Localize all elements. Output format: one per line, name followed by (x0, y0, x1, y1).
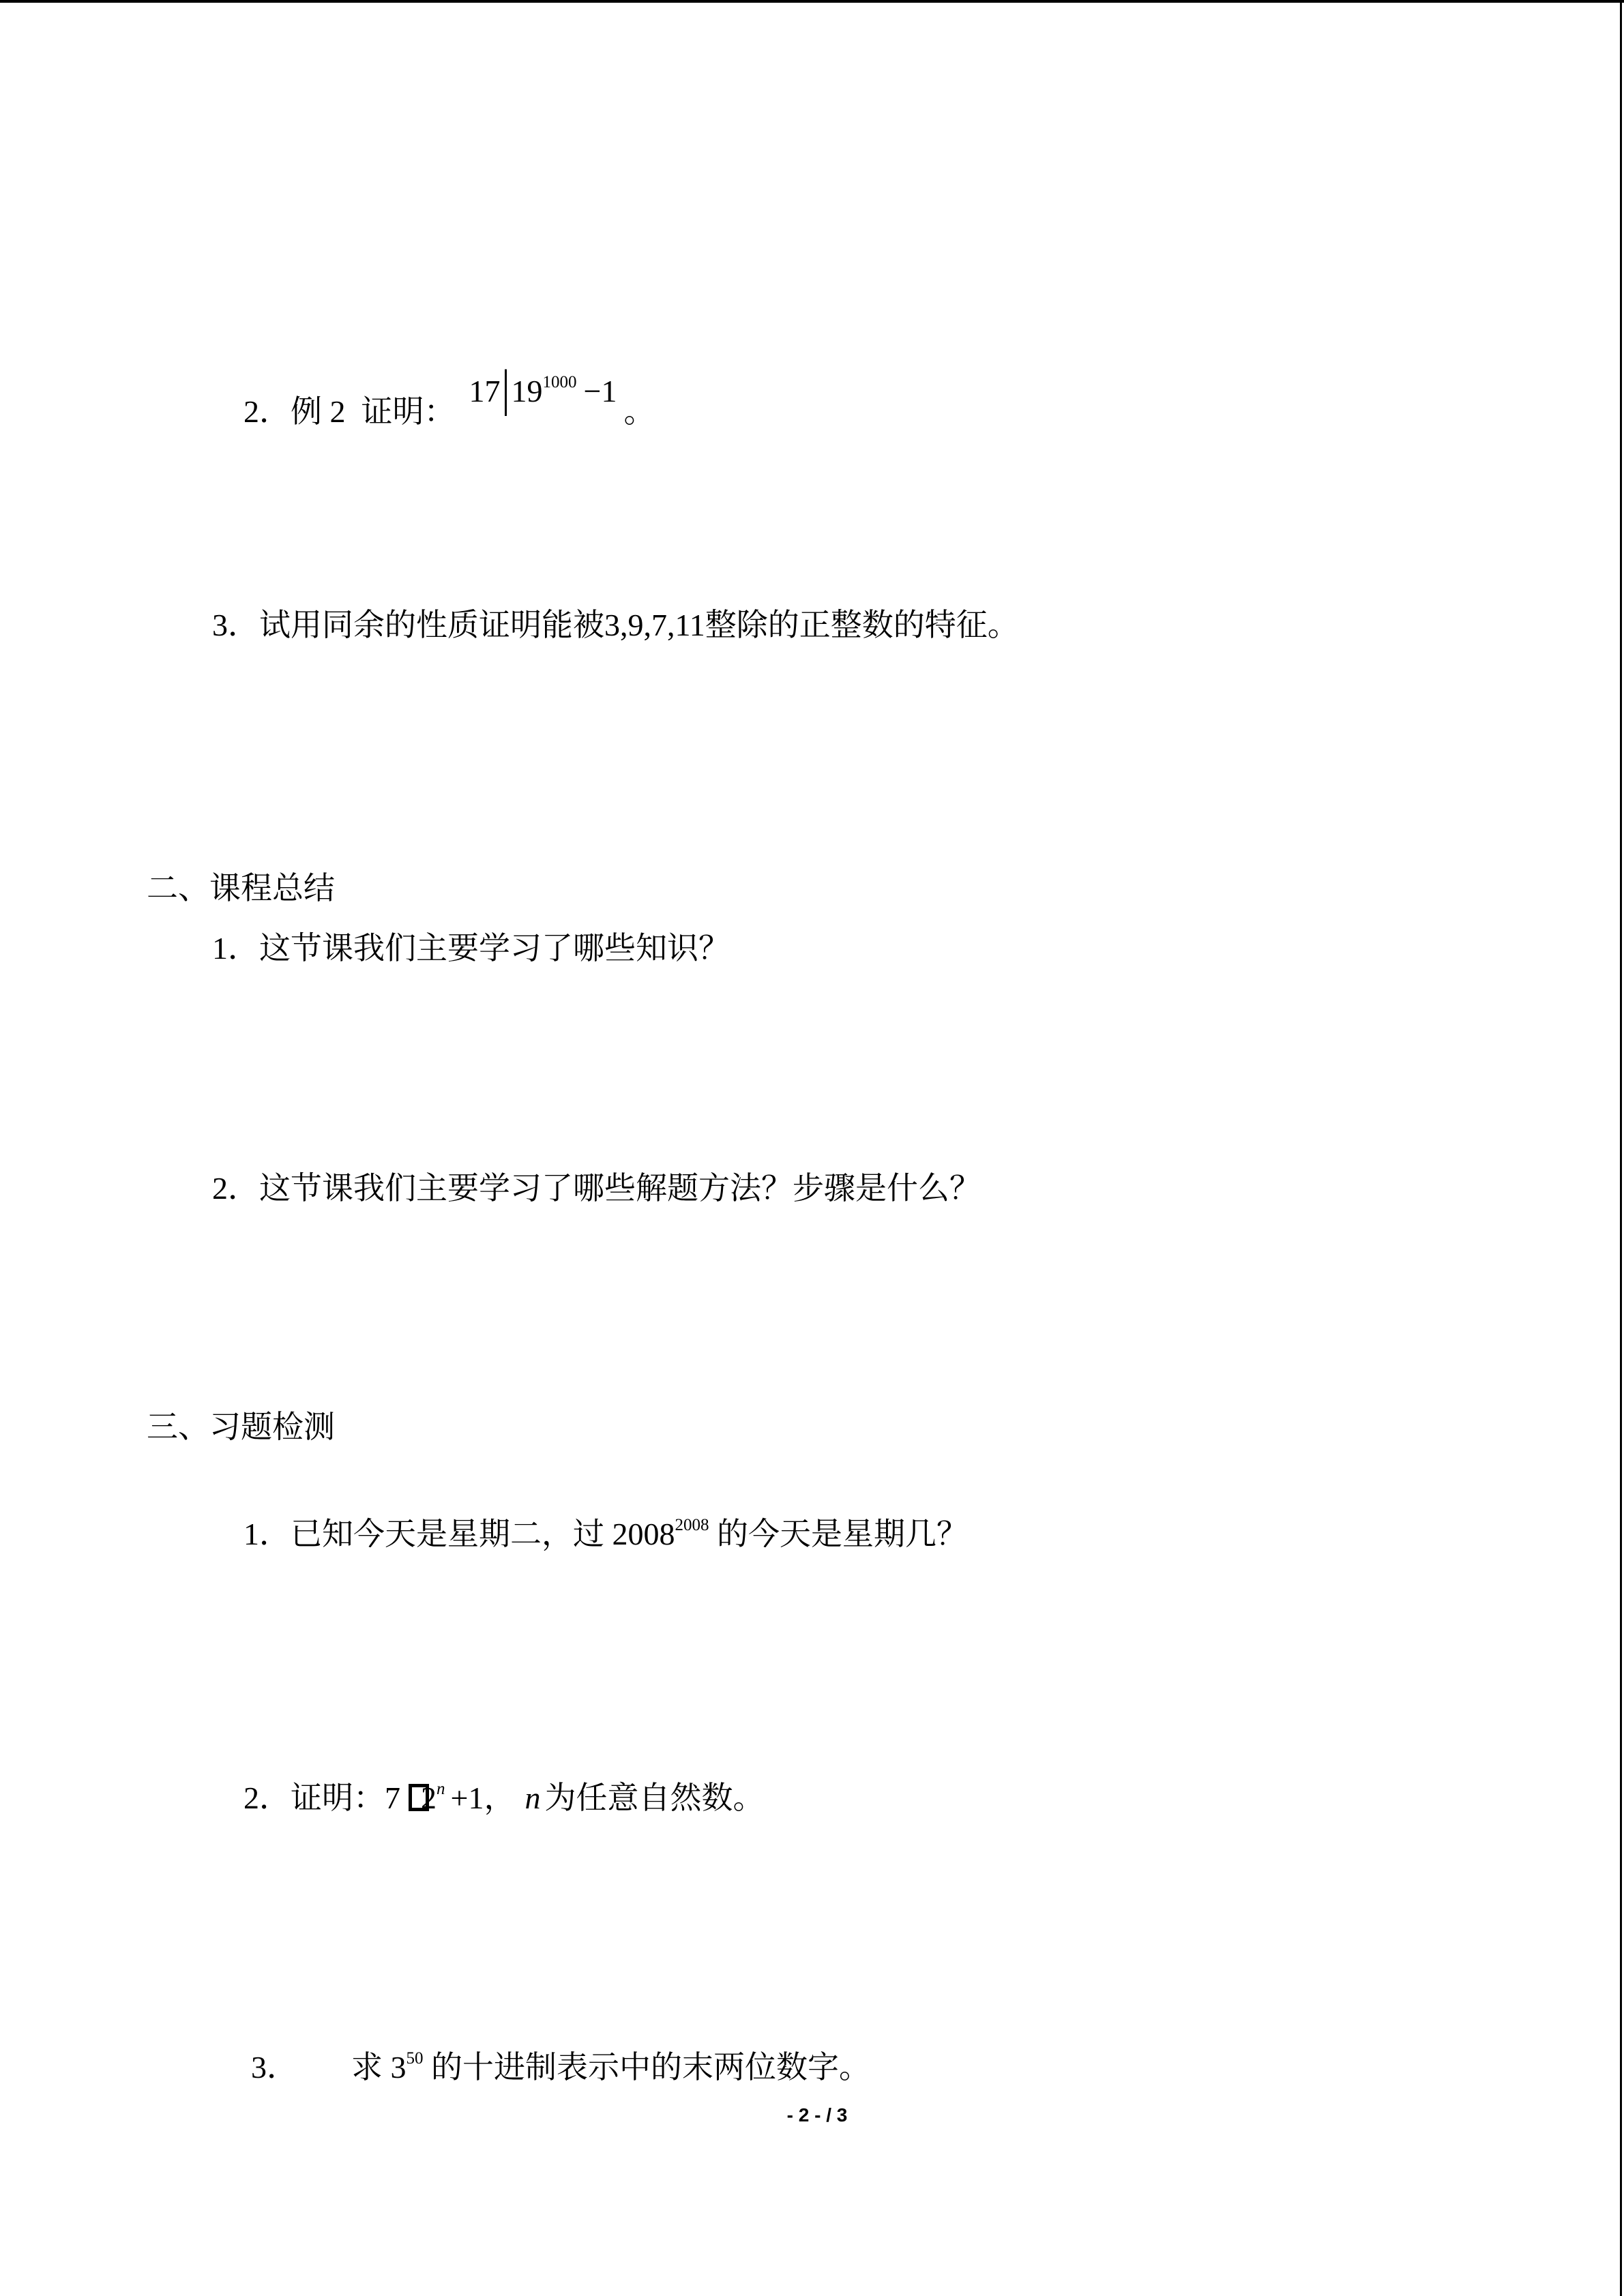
exercise-1-base: 2008 (612, 1517, 675, 1551)
exercise-3-exponent: 50 (406, 2049, 424, 2068)
exercise-2-variable-n: n (525, 1780, 541, 1815)
exercise-1-prefix: 1．已知今天是星期二，过 (243, 1517, 612, 1551)
exercises-heading: 三、习题检测 (147, 1410, 335, 1444)
exercise-2 (212, 1741, 765, 1815)
exercise-3-prefix: 求 (351, 2050, 391, 2085)
page-number-footer: - 2 - / 3 (786, 2104, 848, 2126)
exercise-2-comma: ， (484, 1780, 516, 1815)
exercise-2-suffix: 为任意自然数。 (544, 1780, 765, 1815)
example2-line (212, 351, 655, 429)
exercise-1 (212, 1477, 968, 1551)
page-border-right (1620, 0, 1622, 2296)
exercise-2-exponent: n (437, 1780, 445, 1798)
formula-base: 19 (511, 374, 543, 408)
formula-lhs: 17 (469, 374, 501, 408)
exercise-2-plus-one: +1 (450, 1780, 484, 1815)
exercise-1-suffix: 的今天是星期几？ (709, 1517, 968, 1551)
exercise-3 (220, 2010, 870, 2085)
example2-label: 2．例 2 证明： (243, 394, 456, 429)
summary-question-2: 2．这节课我们主要学习了哪些解题方法？步骤是什么？ (212, 1171, 981, 1206)
exercise-2-seven: 7 (385, 1780, 400, 1815)
divides-symbol: | (501, 359, 510, 417)
example2-formula (469, 359, 617, 417)
page-border-top (0, 0, 1624, 3)
exercise-3-body (351, 2050, 870, 2085)
formula-minus-one: −1 (583, 374, 617, 408)
exercise-1-exponent: 2008 (675, 1516, 709, 1534)
summary-heading: 二、课程总结 (147, 871, 335, 906)
summary-question-1: 1．这节课我们主要学习了哪些知识？ (212, 931, 730, 966)
exercise-2-prefix: 2．证明： (243, 1780, 385, 1815)
example2-end-mark: 。 (623, 394, 655, 429)
formula-exponent: 1000 (542, 373, 577, 391)
exercise-3-base: 3 (390, 2050, 407, 2085)
exercise-3-number: 3． (251, 2050, 298, 2085)
exercise-3-suffix: 的十进制表示中的末两位数字。 (423, 2050, 870, 2085)
exercise-2-base: 2 (421, 1780, 437, 1815)
item3-line: 3．试用同余的性质证明能被3,9,7,11整除的正整数的特征。 (212, 608, 1019, 642)
